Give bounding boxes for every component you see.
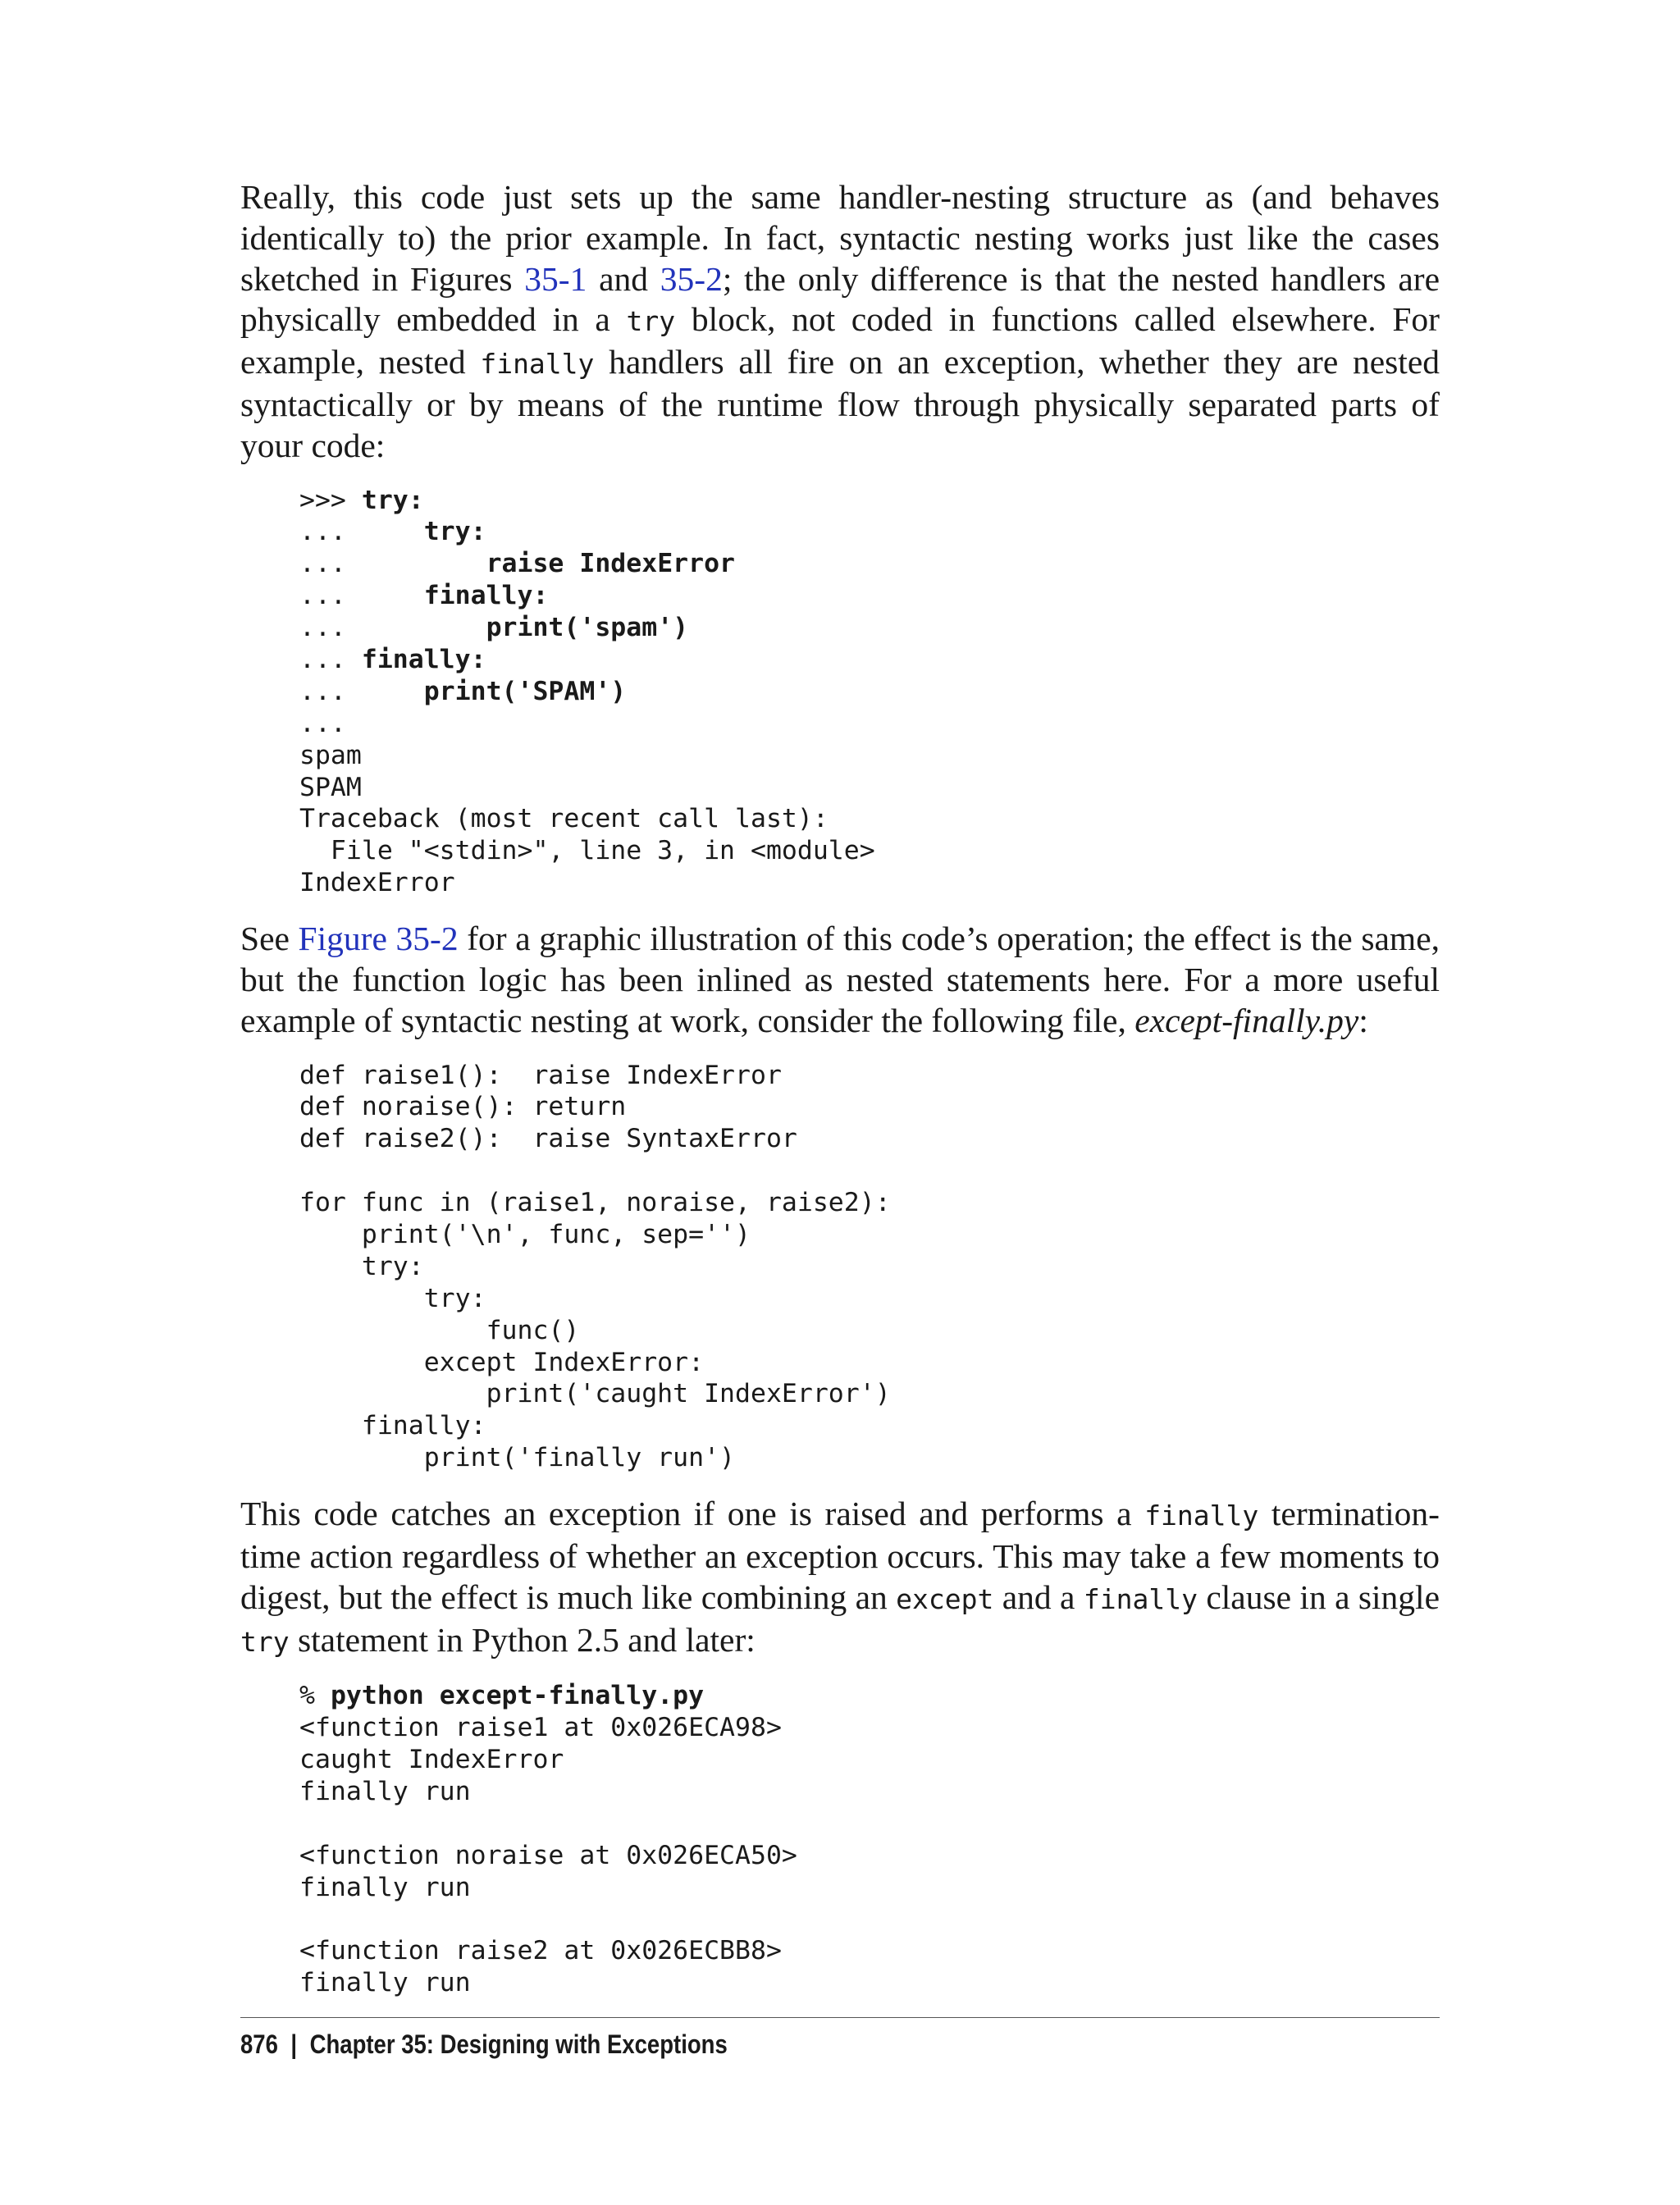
output-line: finally run [299,1776,471,1806]
text-run: ; the only difference is that the nested handlers are physically embedded in a [240,259,1440,339]
paragraph-nesting-intro [240,177,1440,467]
code-line: ... print('SPAM') [299,676,627,706]
command-line: % python except-finally.py [299,1681,705,1711]
output-line [299,1904,1440,1936]
text-run: This code catches an exception if one is raised and performs a [240,1495,1145,1533]
code-line: ... try: [299,517,486,547]
output-line: <function noraise at 0x026ECA50> [299,1840,797,1870]
page-footer [240,2026,728,2062]
code-line: finally: [299,1411,486,1441]
code-line: ... [299,708,346,738]
text-run: handlers all fire on an exception, whether they are nested syntactically or by means of the runtime flow through physically separated parts of your code: [240,343,1440,464]
figure-link-35-2[interactable]: Figure 35-2 [298,920,459,958]
output-line: IndexError [299,868,455,898]
code-block-interactive-session [240,485,1440,900]
output-line: finally run [299,1968,471,1998]
code-line: for func in (raise1, noraise, raise2): [299,1188,891,1218]
code-line: def raise1(): raise IndexError [299,1060,782,1090]
inline-code-try: try [240,1625,290,1658]
code-line: func() [299,1315,580,1345]
text-run: Really, this code just sets up the same handler-nesting structure as (and behaves identically to) the prior example. In fact, syntactic nesting works just like the cases sketched in Figures [240,178,1440,298]
text-run: and [587,259,660,298]
output-line: Traceback (most recent call last): [299,804,829,834]
output-line: finally run [299,1872,471,1902]
output-line [299,1808,1440,1840]
figure-link-35-1[interactable]: 35-1 [524,259,587,298]
code-block-run-output [240,1680,1440,1999]
code-line: print('caught IndexError') [299,1379,891,1409]
chapter-title: Chapter 35: Designing with Exceptions [309,2029,728,2059]
code-line: try: [299,1251,424,1281]
text-run: clause in a single [1197,1577,1440,1616]
output-line: SPAM [299,772,362,802]
inline-code-finally: finally [1083,1582,1198,1615]
output-line: File "<stdin>", line 3, in <module> [299,836,875,866]
code-line: ... finally: [299,645,486,675]
code-line: def noraise(): return [299,1092,627,1122]
text-run: See [240,920,299,958]
code-line: >>> try: [299,485,424,515]
page-content [240,177,1440,1999]
paragraph-catch-explanation [240,1494,1440,1662]
footer-divider [240,2017,1440,2018]
inline-code-try: try [626,305,676,338]
code-block-except-finally-file [240,1060,1440,1475]
footer-separator: | [290,2029,298,2059]
text-run: for a graphic illustration of this code’s operation; the effect is the same, but the function logic has been inlined as nested statements here. For a more useful example of syntactic nesting at work, consider the following file, [240,920,1440,1039]
code-line: except IndexError: [299,1347,705,1377]
code-line [299,1155,1440,1187]
code-line: print('finally run') [299,1443,736,1473]
output-line: <function raise2 at 0x026ECBB8> [299,1936,782,1966]
code-line: ... finally: [299,581,549,611]
output-line: <function raise1 at 0x026ECA98> [299,1713,782,1743]
text-run: : [1358,1001,1368,1039]
code-line: try: [299,1283,486,1313]
text-run: block, not coded in functions called elsewhere. For example, nested [240,300,1440,381]
code-line: ... raise IndexError [299,549,736,579]
inline-code-except: except [896,1582,994,1615]
code-line: def raise2(): raise SyntaxError [299,1124,797,1154]
output-line: caught IndexError [299,1745,564,1775]
paragraph-figure-reference [240,919,1440,1041]
output-line: spam [299,740,362,770]
inline-code-finally: finally [480,348,595,381]
figure-link-35-2[interactable]: 35-2 [660,259,723,298]
text-run: statement in Python 2.5 and later: [289,1620,756,1659]
code-line: print('\n', func, sep='') [299,1220,751,1249]
code-line: ... print('spam') [299,613,689,643]
text-run: and a [993,1577,1084,1616]
page-number: 876 [240,2029,278,2059]
filename: except-finally.py [1134,1001,1359,1039]
text-run: termination-time action regardless of whether an exception occurs. This may take a few moments to digest, but the effect is much like combining an [240,1495,1440,1616]
inline-code-finally: finally [1144,1500,1259,1532]
